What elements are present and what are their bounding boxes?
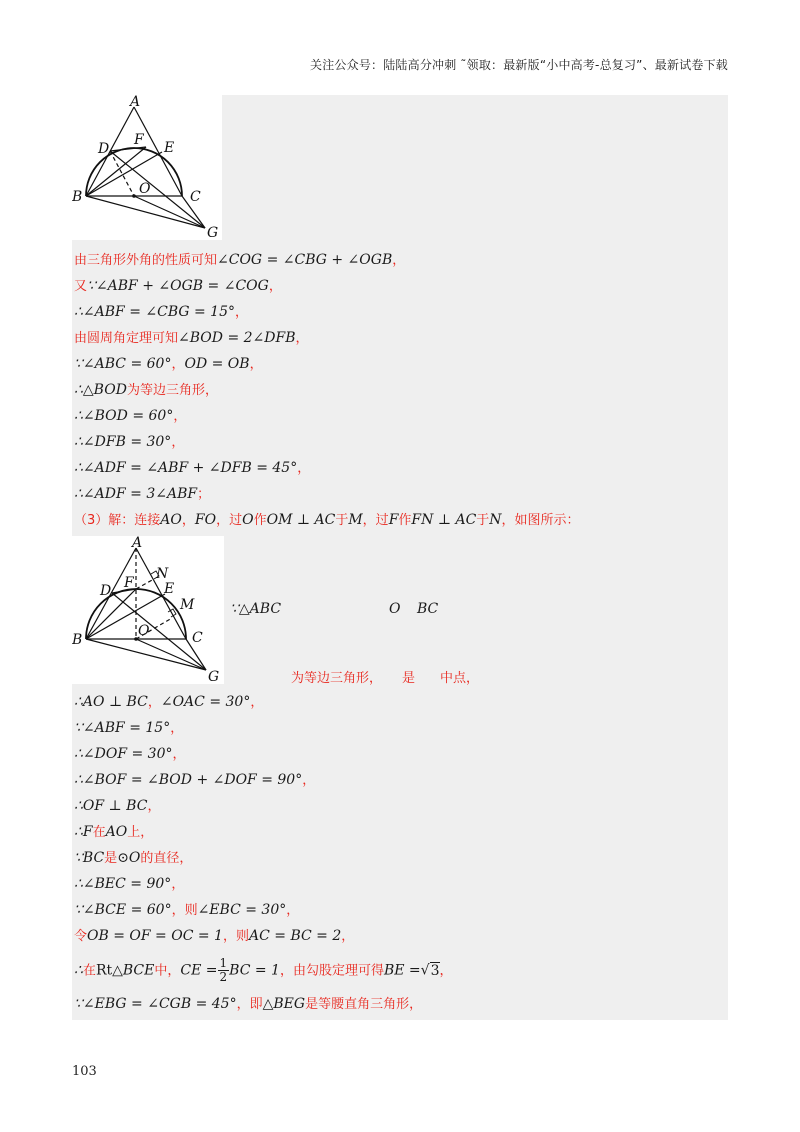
text-line-16: ∴∠DOF = 30°， — [74, 746, 186, 762]
text-line-12c: BC — [417, 601, 439, 617]
fig2-label-d: D — [100, 583, 112, 599]
text-line-21: ∴∠BEC = 90°， — [74, 876, 185, 892]
text-line-23: 令OB = OF = OC = 1，则AC = BC = 2， — [74, 928, 355, 944]
text-line-25: ∵∠EBG = ∠CGB = 45°，即△BEG是等腰直角三角形， — [74, 996, 423, 1012]
fig1-label-d: D — [98, 141, 110, 157]
text-line-9: ∴∠ADF = ∠ABF + ∠DFB = 45°， — [74, 460, 311, 476]
figure-1-svg — [72, 95, 222, 240]
text-line-13c: 中点， — [440, 671, 480, 686]
solution-content — [72, 95, 728, 1020]
text-line-12b: O — [389, 601, 401, 617]
text-line-8: ∴∠DFB = 30°， — [74, 434, 185, 450]
text-line-1: 由三角形外角的性质可知∠COG = ∠CBG + ∠OGB， — [74, 252, 406, 268]
fig2-label-o: O — [138, 623, 150, 639]
text-line-17: ∴∠BOF = ∠BOD + ∠DOF = 90°， — [74, 772, 316, 788]
text-line-2: 又∵∠ABF + ∠OGB = ∠COG， — [74, 278, 282, 294]
fig2-label-e: E — [164, 581, 175, 597]
text-line-5: ∵∠ABC = 60°，OD = OB， — [74, 356, 263, 372]
fig1-label-c: C — [190, 189, 201, 205]
text-line-19: ∴F在AO上， — [74, 824, 154, 840]
text-line-7: ∴∠BOD = 60°， — [74, 408, 187, 424]
fig2-label-g: G — [208, 669, 220, 684]
fig2-label-a: A — [132, 536, 143, 551]
text-line-22: ∵∠BCE = 60°，则∠EBC = 30°， — [74, 902, 300, 918]
text-line-13b: 是 — [402, 671, 416, 686]
text-line-14: ∴AO ⊥ BC，∠OAC = 30°， — [74, 694, 264, 710]
fig2-line-fn — [136, 579, 154, 589]
text-line-12a: ∵△ABC — [230, 601, 282, 617]
fig1-label-a: A — [130, 95, 141, 110]
page-header: 关注公众号：陆陆高分冲刺 ˜领取：最新版“小中高考-总复习”、最新试卷下载 — [310, 58, 728, 72]
text-line-15: ∵∠ABF = 15°， — [74, 720, 184, 736]
text-line-4: 由圆周角定理可知∠BOD = 2∠DFB， — [74, 330, 309, 346]
fig2-label-c: C — [192, 630, 203, 646]
fig1-label-g: G — [207, 225, 219, 240]
text-line-3: ∴∠ABF = ∠CBG = 15°， — [74, 304, 249, 320]
fig1-label-o: O — [139, 181, 151, 197]
fig1-label-e: E — [164, 140, 175, 156]
text-line-20: ∵BC是⊙O的直径， — [74, 850, 193, 866]
sqrt-radicand: 3 — [430, 962, 440, 979]
text-line-13a: 为等边三角形， — [291, 671, 383, 686]
geometry-figure-1 — [72, 95, 222, 240]
fraction-one-half: $\frac{1}{2}$ — [219, 956, 228, 984]
page-number: 103 — [72, 1064, 97, 1079]
figure-2-svg — [72, 536, 224, 684]
fig1-label-f: F — [134, 132, 144, 148]
text-line-6: ∴△BOD为等边三角形， — [74, 382, 218, 398]
geometry-figure-2 — [72, 536, 224, 684]
fig2-label-n: N — [156, 566, 169, 582]
fig1-line-bf — [86, 147, 146, 196]
fig1-label-b: B — [72, 189, 83, 205]
text-line-10: ∴∠ADF = 3∠ABF； — [74, 486, 211, 502]
fig2-label-b: B — [72, 632, 83, 648]
text-line-11: （3）解：连接AO，FO，过O作OM ⊥ AC于M，过F作FN ⊥ AC于N，如图所示： — [74, 512, 580, 528]
text-line-24: ∴在Rt△BCE中，CE = $\frac{1}{2}$ BC = 1，由勾股定理可得BE =√3， — [74, 956, 453, 984]
fig2-label-m: M — [180, 597, 195, 613]
fig1-center-point — [132, 194, 136, 198]
text-line-18: ∴OF ⊥ BC， — [74, 798, 161, 814]
fig2-label-f: F — [124, 575, 134, 591]
